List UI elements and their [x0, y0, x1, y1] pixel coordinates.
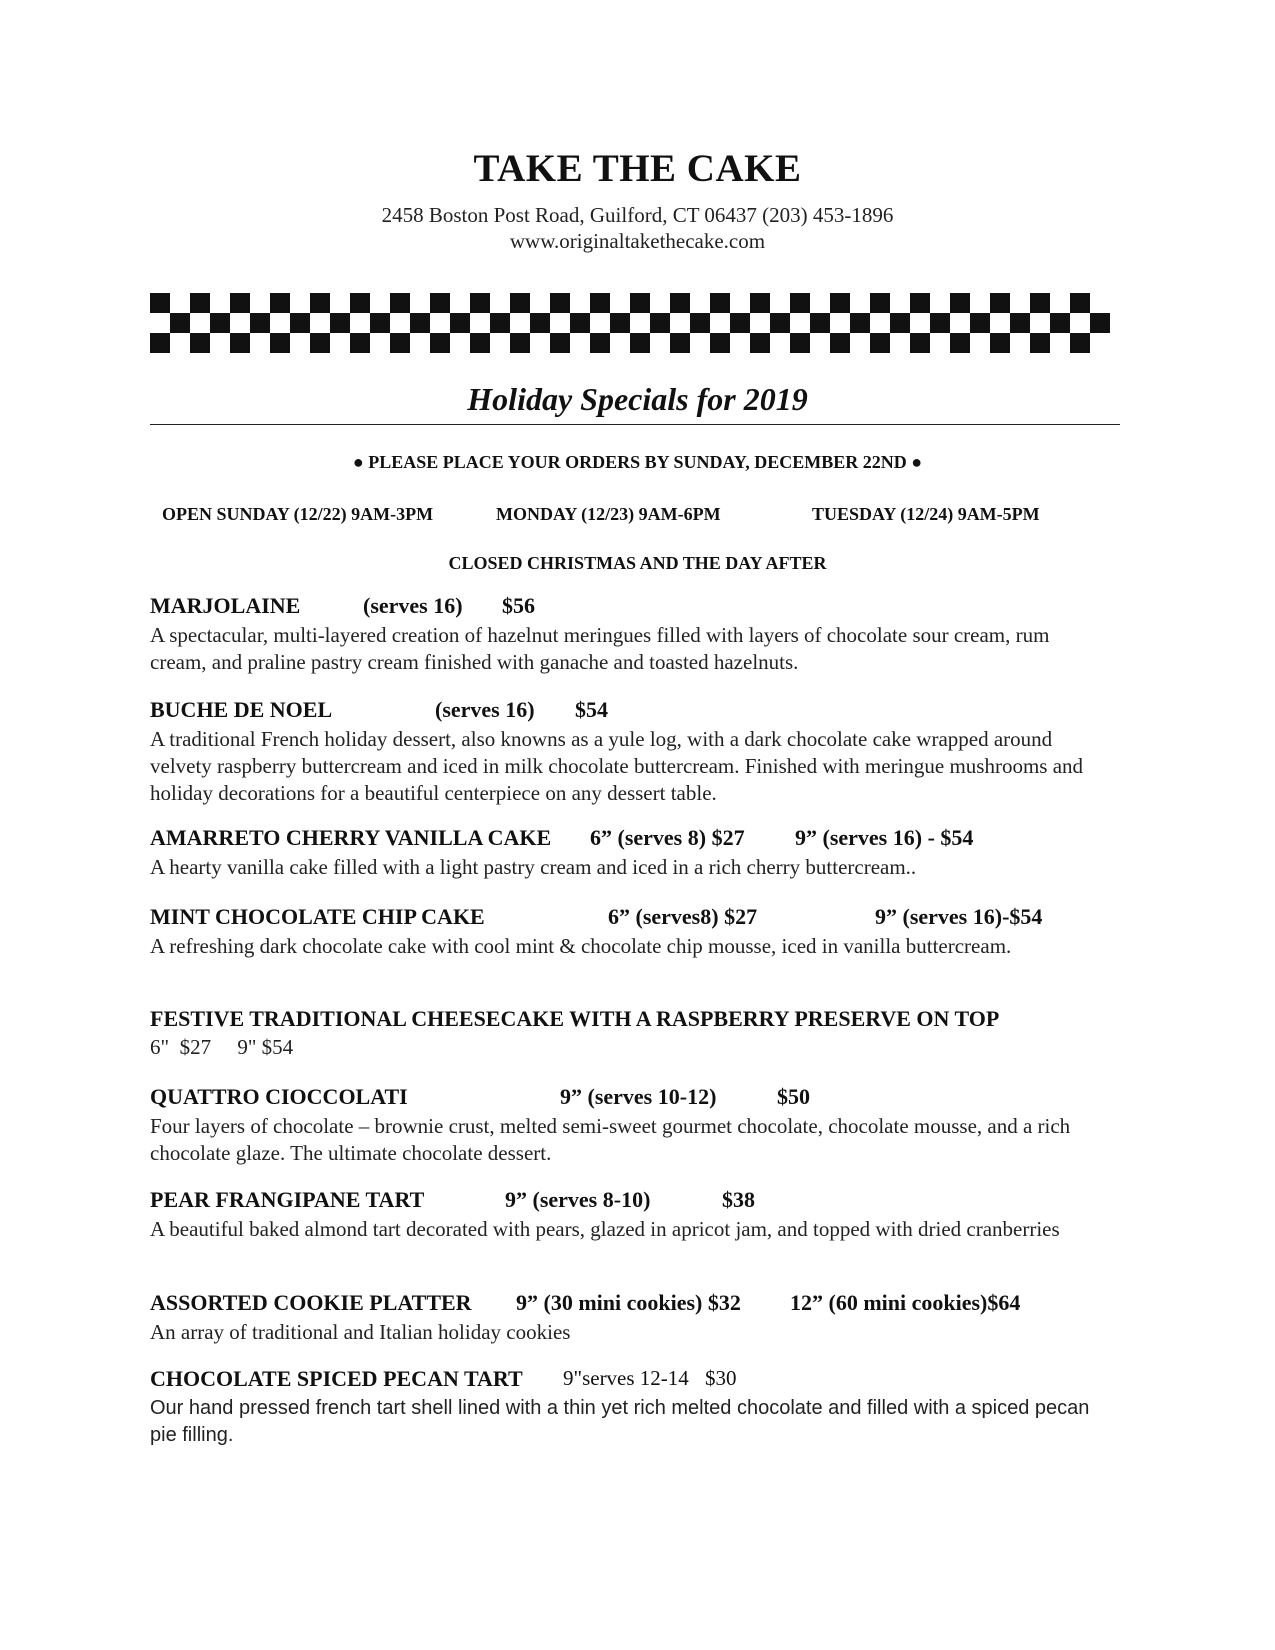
item-description: A refreshing dark chocolate cake with cool mint & chocolate chip mousse, iced in vanilla buttercream. [150, 934, 1012, 958]
checker-square [890, 313, 910, 333]
checker-square [830, 333, 850, 353]
hours-monday: MONDAY (12/23) 9AM-6PM [496, 504, 721, 524]
checker-square [570, 293, 590, 313]
checker-square [470, 293, 490, 313]
checker-square [1070, 293, 1090, 313]
checker-square [850, 293, 870, 313]
checker-square [530, 293, 550, 313]
item-name: ASSORTED COOKIE PLATTER [150, 1290, 472, 1315]
item-option-large: 12” (60 mini cookies)$64 [790, 1290, 1021, 1315]
checker-square [350, 313, 370, 333]
item-option-small: 6” (serves 8) $27 [590, 825, 745, 850]
checker-square [450, 293, 470, 313]
item-serves: 9” (serves 8-10) [505, 1187, 651, 1212]
bakery-name: TAKE THE CAKE [473, 147, 802, 190]
checker-square [430, 333, 450, 353]
bakery-address: 2458 Boston Post Road, Guilford, CT 06437 (203) 453-1896 [381, 203, 894, 227]
checker-square [870, 333, 890, 353]
item-price: $56 [502, 593, 535, 618]
checker-square [230, 293, 250, 313]
checker-square [310, 333, 330, 353]
checker-square [250, 333, 270, 353]
item-price: $30 [705, 1366, 737, 1390]
checker-square [730, 333, 750, 353]
checker-square [650, 293, 670, 313]
checker-square [270, 293, 290, 313]
checker-square [350, 333, 370, 353]
checker-square [290, 293, 310, 313]
checker-square [990, 293, 1010, 313]
checker-square [310, 293, 330, 313]
checker-square [1010, 333, 1030, 353]
checker-square [950, 293, 970, 313]
checker-square [690, 333, 710, 353]
checker-square [1050, 313, 1070, 333]
checker-square [610, 293, 630, 313]
checker-square [910, 333, 930, 353]
checker-square [630, 333, 650, 353]
checker-square [470, 333, 490, 353]
item-serves: (serves 16) [435, 697, 535, 722]
closed-notice: CLOSED CHRISTMAS AND THE DAY AFTER [448, 553, 827, 573]
checker-square [990, 333, 1010, 353]
checker-square [670, 293, 690, 313]
item-name: PEAR FRANGIPANE TART [150, 1187, 425, 1212]
checkered-border-decoration [150, 293, 1110, 353]
checker-square [490, 293, 510, 313]
checker-square [750, 333, 770, 353]
checker-square [910, 293, 930, 313]
item-description: A beautiful baked almond tart decorated with pears, glazed in apricot jam, and topped with dried cranberries [150, 1217, 1060, 1241]
checker-square [570, 313, 590, 333]
checker-square [750, 313, 770, 333]
checker-square [870, 293, 890, 313]
checker-square [210, 313, 230, 333]
checker-square [810, 313, 830, 333]
checker-square [510, 333, 530, 353]
divider-rule [150, 424, 1120, 425]
checker-square [710, 333, 730, 353]
checker-square [370, 333, 390, 353]
checker-square [930, 333, 950, 353]
checker-square [870, 313, 890, 333]
item-heading [150, 1366, 1110, 1394]
checker-square [610, 333, 630, 353]
item-price: $54 [575, 697, 608, 722]
checker-square [450, 313, 470, 333]
item-description: Our hand pressed french tart shell lined with a thin yet rich melted chocolate and filled with a spiced pecan pie filling. [150, 1397, 1090, 1446]
checker-square [830, 293, 850, 313]
checker-square [670, 313, 690, 333]
checker-square [310, 313, 330, 333]
order-deadline-notice: ● PLEASE PLACE YOUR ORDERS BY SUNDAY, DECEMBER 22ND ● [352, 452, 923, 472]
checker-square [650, 313, 670, 333]
item-option-large: 9” (serves 16) - $54 [795, 825, 974, 850]
checker-square [690, 293, 710, 313]
menu-item [150, 1290, 1110, 1346]
item-name: QUATTRO CIOCCOLATI [150, 1084, 408, 1109]
checker-square [1010, 293, 1030, 313]
item-option-large: 9” (serves 16)-$54 [875, 904, 1043, 929]
item-name: FESTIVE TRADITIONAL CHEESECAKE WITH A RASPBERRY PRESERVE ON TOP [150, 1006, 1000, 1031]
checker-square [390, 333, 410, 353]
checker-square [1010, 313, 1030, 333]
menu-item [150, 904, 1110, 960]
checker-square [470, 313, 490, 333]
checker-square [990, 313, 1010, 333]
checker-square [630, 313, 650, 333]
item-heading [150, 1290, 1110, 1318]
checker-square [390, 293, 410, 313]
checker-square [970, 293, 990, 313]
checker-square [1090, 333, 1110, 353]
checker-square [550, 313, 570, 333]
item-description: A hearty vanilla cake filled with a light pastry cream and iced in a rich cherry buttercream.. [150, 855, 917, 879]
checker-square [270, 333, 290, 353]
checker-square [410, 293, 430, 313]
checker-square [630, 293, 650, 313]
item-description: A spectacular, multi-layered creation of hazelnut meringues filled with layers of chocolate sour cream, rum cream, and praline pastry cream finished with ganache and toasted hazelnuts. [150, 623, 1050, 674]
item-description: An array of traditional and Italian holiday cookies [150, 1320, 571, 1344]
checker-square [650, 333, 670, 353]
item-price: $50 [777, 1084, 810, 1109]
item-heading [150, 697, 1110, 725]
checker-square [430, 293, 450, 313]
checker-square [910, 313, 930, 333]
checker-square [370, 293, 390, 313]
checker-square [170, 293, 190, 313]
bakery-contact [0, 202, 1275, 254]
checker-square [850, 333, 870, 353]
item-name: BUCHE DE NOEL [150, 697, 333, 722]
checker-square [150, 333, 170, 353]
checker-square [370, 313, 390, 333]
checker-square [830, 313, 850, 333]
checker-square [770, 313, 790, 333]
item-serves: (serves 16) [363, 593, 463, 618]
menu-item [150, 825, 1110, 881]
checker-square [170, 313, 190, 333]
checker-square [970, 333, 990, 353]
item-prices: 6" $27 9" $54 [150, 1035, 294, 1059]
checker-square [410, 333, 430, 353]
checker-square [190, 293, 210, 313]
item-price: $38 [722, 1187, 755, 1212]
checker-square [770, 293, 790, 313]
checker-square [330, 293, 350, 313]
checker-square [290, 313, 310, 333]
checker-square [510, 313, 530, 333]
checker-square [790, 293, 810, 313]
checker-square [350, 293, 370, 313]
menu-item [150, 1187, 1110, 1243]
checker-square [150, 313, 170, 333]
menu-item [150, 593, 1110, 676]
checker-square [570, 333, 590, 353]
checker-square [810, 293, 830, 313]
item-serves: 9” (serves 10-12) [560, 1084, 717, 1109]
checker-square [730, 313, 750, 333]
checker-square [770, 333, 790, 353]
item-name: CHOCOLATE SPICED PECAN TART [150, 1366, 523, 1391]
checker-square [590, 333, 610, 353]
item-option-small: 6” (serves8) $27 [608, 904, 758, 929]
item-description: Four layers of chocolate – brownie crust, melted semi-sweet gourmet chocolate, chocolate mousse, and a rich chocolate glaze. The ultimate chocolate dessert. [150, 1114, 1071, 1165]
bakery-website: www.originaltakethecake.com [509, 229, 766, 253]
checker-square [1050, 333, 1070, 353]
checker-square [190, 313, 210, 333]
checker-square [810, 333, 830, 353]
checker-square [250, 313, 270, 333]
checker-square [210, 333, 230, 353]
checker-square [1030, 293, 1050, 313]
checker-square [270, 313, 290, 333]
checker-square [890, 293, 910, 313]
item-name: MINT CHOCOLATE CHIP CAKE [150, 904, 485, 929]
checker-square [590, 313, 610, 333]
checker-square [230, 333, 250, 353]
item-heading [150, 593, 1110, 621]
checker-square [530, 313, 550, 333]
checker-square [690, 313, 710, 333]
item-heading [150, 904, 1110, 932]
menu-subtitle: Holiday Specials for 2019 [467, 381, 808, 417]
checker-square [710, 313, 730, 333]
checker-square [170, 333, 190, 353]
item-heading [150, 1084, 1110, 1112]
checker-square [210, 293, 230, 313]
checker-square [710, 293, 730, 313]
checker-square [450, 333, 470, 353]
checker-square [610, 313, 630, 333]
checker-square [290, 333, 310, 353]
menu-item [150, 1084, 1110, 1167]
checker-square [330, 333, 350, 353]
item-heading [150, 1006, 1110, 1034]
checker-square [510, 293, 530, 313]
checker-square [730, 293, 750, 313]
checker-square [1090, 293, 1110, 313]
checker-square [1030, 333, 1050, 353]
checker-square [950, 333, 970, 353]
checker-square [190, 333, 210, 353]
item-name: MARJOLAINE [150, 593, 301, 618]
menu-item [150, 1006, 1110, 1061]
checker-square [750, 293, 770, 313]
checker-square [1030, 313, 1050, 333]
checker-square [670, 333, 690, 353]
menu-item [150, 697, 1110, 807]
checker-square [850, 313, 870, 333]
checker-square [550, 333, 570, 353]
item-name: AMARRETO CHERRY VANILLA CAKE [150, 825, 552, 850]
checker-square [250, 293, 270, 313]
checker-square [150, 293, 170, 313]
checker-square [330, 313, 350, 333]
checker-square [1050, 293, 1070, 313]
item-option-small: 9” (30 mini cookies) $32 [516, 1290, 741, 1315]
checker-square [1070, 333, 1090, 353]
checker-square [1090, 313, 1110, 333]
item-heading [150, 1187, 1110, 1215]
checker-square [490, 313, 510, 333]
checker-square [930, 313, 950, 333]
checker-square [930, 293, 950, 313]
checker-square [390, 313, 410, 333]
checker-square [590, 293, 610, 313]
checker-square [430, 313, 450, 333]
checker-square [550, 293, 570, 313]
item-serves: 9"serves 12-14 [563, 1366, 689, 1390]
item-heading [150, 825, 1110, 853]
checker-square [230, 313, 250, 333]
checker-square [790, 333, 810, 353]
checker-square [410, 313, 430, 333]
item-description: A traditional French holiday dessert, also knowns as a yule log, with a dark chocolate cake wrapped around velvety raspberry buttercream and iced in milk chocolate buttercream. Finished with meringue mushrooms and holiday decorations for a beautiful centerpiece on any dessert table. [150, 727, 1084, 805]
checker-square [530, 333, 550, 353]
hours-sunday: OPEN SUNDAY (12/22) 9AM-3PM [162, 504, 434, 524]
checker-square [970, 313, 990, 333]
menu-item [150, 1366, 1110, 1449]
hours-tuesday: TUESDAY (12/24) 9AM-5PM [812, 504, 1040, 524]
checker-square [950, 313, 970, 333]
checker-square [490, 333, 510, 353]
checker-square [790, 313, 810, 333]
checker-square [890, 333, 910, 353]
checker-square [1070, 313, 1090, 333]
